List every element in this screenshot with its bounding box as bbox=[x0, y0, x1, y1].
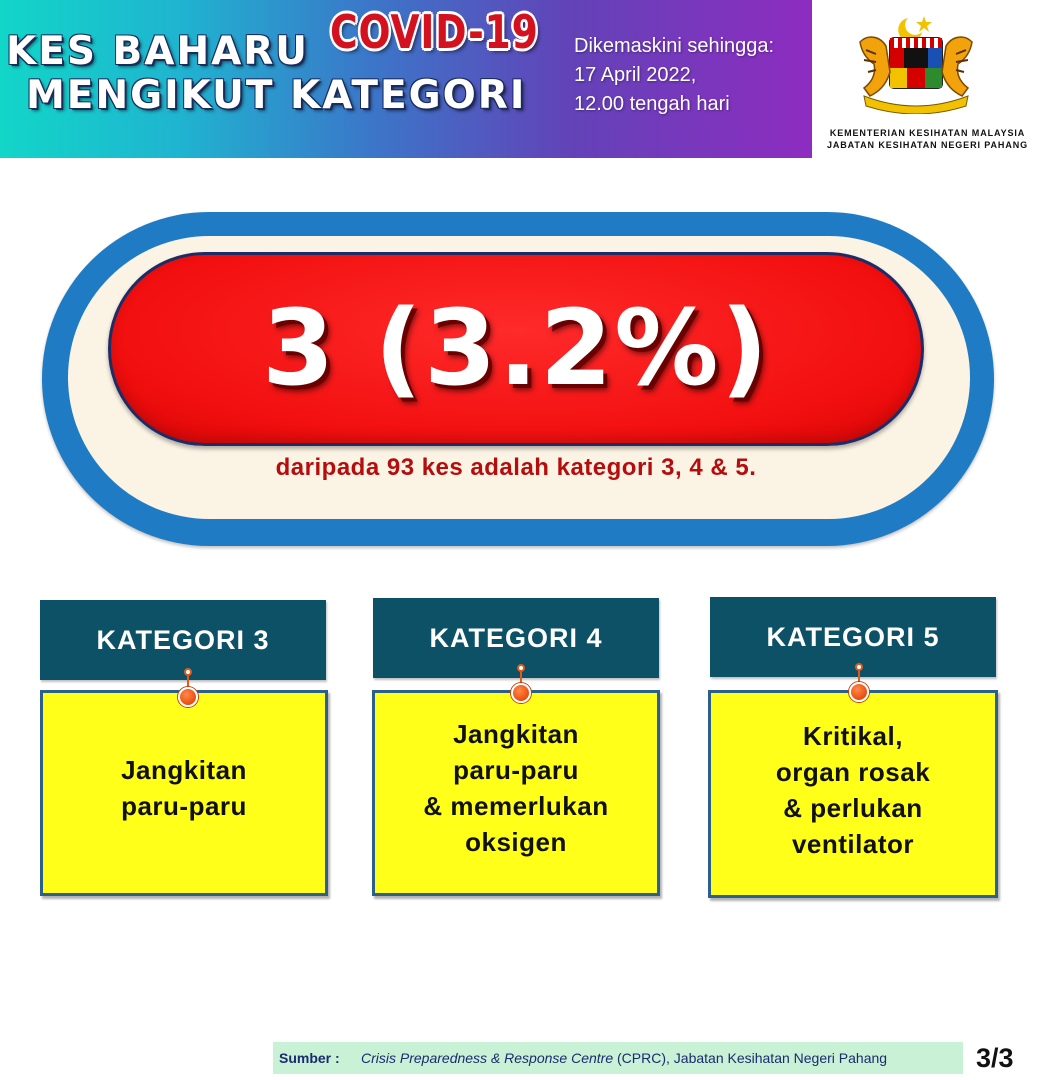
category-5-line: ventilator bbox=[791, 829, 914, 859]
pin-icon bbox=[178, 687, 198, 707]
category-3-line: Jangkitan bbox=[121, 755, 247, 785]
ministry-line-1: KEMENTERIAN KESIHATAN MALAYSIA bbox=[829, 128, 1026, 138]
updated-time: 12.00 tengah hari bbox=[574, 93, 730, 115]
source-label: Sumber : bbox=[279, 1050, 340, 1066]
ministry-name bbox=[812, 127, 1043, 151]
source-footer bbox=[273, 1042, 963, 1074]
pin-dot bbox=[517, 664, 525, 672]
source-org: Crisis Preparedness & Response Centre bbox=[361, 1050, 614, 1066]
category-4-header: KATEGORI 4 bbox=[373, 598, 659, 678]
updated-date: 17 April 2022, bbox=[574, 64, 697, 86]
ministry-logo-area bbox=[812, 0, 1043, 160]
pin-icon bbox=[849, 682, 869, 702]
category-5-line: organ rosak bbox=[775, 757, 931, 787]
category-4-line: oksigen bbox=[465, 827, 567, 857]
pin-dot bbox=[184, 668, 192, 676]
category-4-body bbox=[372, 690, 660, 896]
source-text bbox=[361, 1050, 887, 1066]
category-4-line: & memerlukan bbox=[423, 791, 609, 821]
page-number: 3/3 bbox=[976, 1043, 1014, 1073]
category-4-line: Jangkitan bbox=[453, 719, 579, 749]
category-3-body bbox=[40, 690, 328, 896]
covid-19-label: COVID-19 bbox=[330, 5, 539, 59]
malaysia-coat-of-arms-icon bbox=[850, 12, 982, 114]
category-5-header: KATEGORI 5 bbox=[710, 597, 996, 677]
hero-value: 3 (3.2%) bbox=[261, 287, 771, 409]
title-line-1: KES BAHARU bbox=[6, 29, 309, 74]
update-info bbox=[574, 32, 809, 119]
pin-dot bbox=[855, 663, 863, 671]
category-5-body bbox=[708, 690, 998, 898]
category-5-line: Kritikal, bbox=[803, 721, 903, 751]
category-3-line: paru-paru bbox=[121, 791, 247, 821]
pin-icon bbox=[511, 683, 531, 703]
category-5-line: & perlukan bbox=[783, 793, 923, 823]
ministry-line-2: JABATAN KESIHATAN NEGERI PAHANG bbox=[826, 140, 1029, 150]
category-4-line: paru-paru bbox=[453, 755, 579, 785]
updated-label: Dikemaskini sehingga: bbox=[574, 35, 775, 57]
header bbox=[0, 0, 1043, 160]
source-detail: (CPRC), Jabatan Kesihatan Negeri Pahang bbox=[613, 1050, 888, 1066]
category-3-header: KATEGORI 3 bbox=[40, 600, 326, 680]
title-line-2: MENGIKUT KATEGORI bbox=[26, 73, 527, 118]
hero-caption: daripada 93 kes adalah kategori 3, 4 & 5. bbox=[275, 454, 757, 481]
